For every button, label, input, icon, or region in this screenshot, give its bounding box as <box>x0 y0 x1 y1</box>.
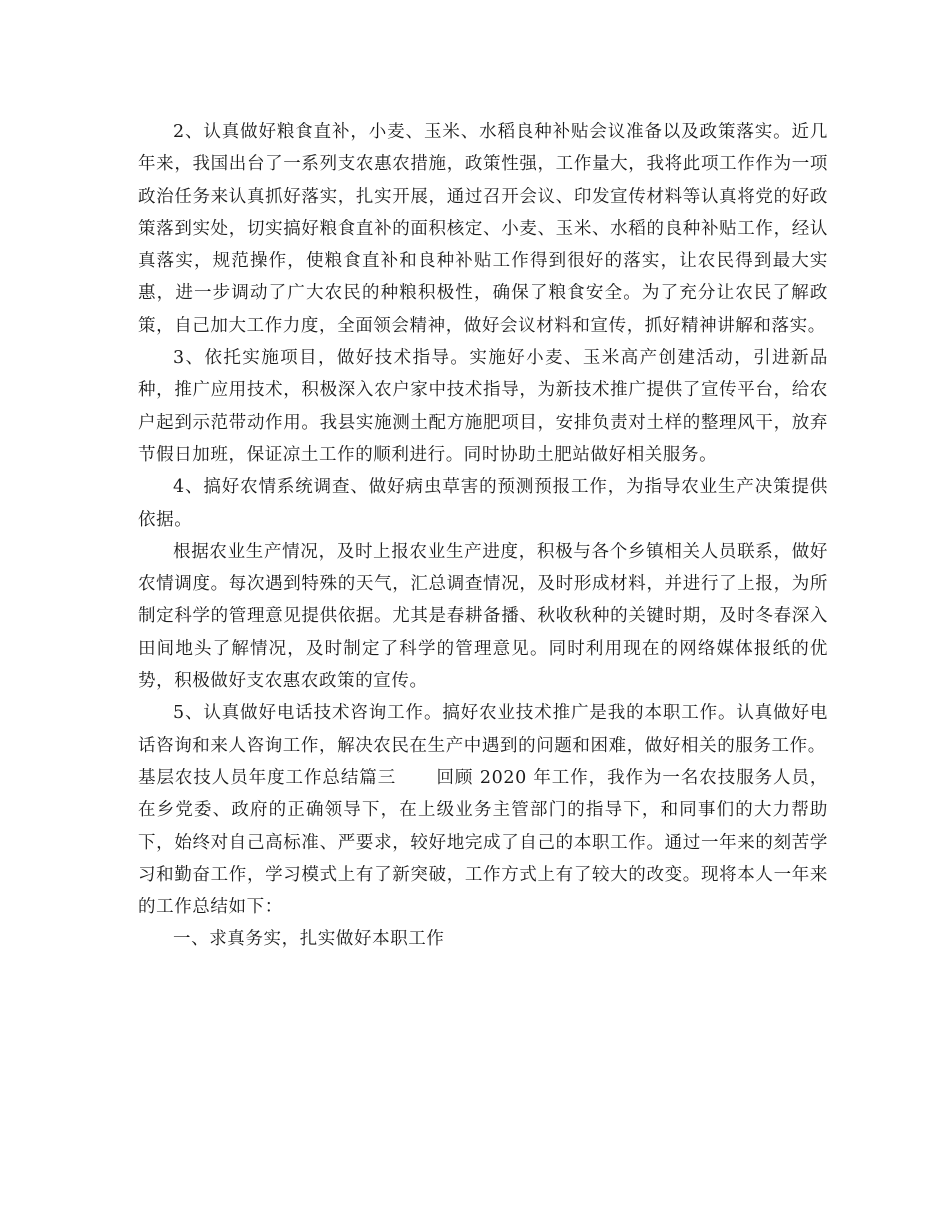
paragraph-item-2: 2、认真做好粮食直补，小麦、玉米、水稻良种补贴会议准备以及政策落实。近几年来，我国出台了一系列支农惠农措施，政策性强，工作量大，我将此项工作作为一项政治任务来认真抓好落实，扎实开展，通过召开会议、印发宣传材料等认真将党的好政策落到实处，切实搞好粮食直补的面积核定、小麦、玉米、水稻的良种补贴工作，经认真落实，规范操作，使粮食直补和良种补贴工作得到很好的落实，让农民得到最大实惠，进一步调动了广大农民的种粮积极性，确保了粮食安全。为了充分让农民了解政策，自己加大工作力度，全面领会精神，做好会议材料和宣传，抓好精神讲解和落实。 <box>138 122 828 336</box>
paragraph-farm-conditions: 根据农业生产情况，及时上报农业生产进度，积极与各个乡镇相关人员联系，做好农情调度。每次遇到特殊的天气，汇总调查情况，及时形成材料，并进行了上报，为所制定科学的管理意见提供依据。尤其是春耕备播、秋收秋种的关键时期，及时冬春深入田间地头了解情况，及时制定了科学的管理意见。同时利用现在的网络媒体报纸的优势，积极做好支农惠农政策的宣传。 <box>138 541 828 692</box>
subheading-one: 一、求真务实，扎实做好本职工作 <box>173 929 445 950</box>
paragraph-item-4: 4、搞好农情系统调查、做好病虫草害的预测预报工作，为指导农业生产决策提供依据。 <box>138 477 828 530</box>
paragraph-item-3: 3、依托实施项目，做好技术指导。实施好小麦、玉米高产创建活动，引进新品种，推广应用技术，积极深入农户家中技术指导，为新技术推广提供了宣传平台，给农户起到示范带动作用。我县实施测土配方施肥项目，安排负责对土样的整理风干，放弃节假日加班，保证凉土工作的顺利进行。同时协助土肥站做好相关服务。 <box>138 348 828 465</box>
section-paragraph <box>138 762 828 923</box>
section-body: 回顾 2020 年工作，我作为一名农技服务人员，在乡党委、政府的正确领导下，在上级业务主管部门的指导下，和同事们的大力帮助下，始终对自己高标准、严要求，较好地完成了自己的本职工作。通过一年来的刻苦学习和勤奋工作，学习模式上有了新突破，工作方式上有了较大的改变。现将本人一年来的工作总结如下： <box>138 767 828 918</box>
paragraph-item-5: 5、认真做好电话技术咨询工作。搞好农业技术推广是我的本职工作。认真做好电话咨询和来人咨询工作，解决农民在生产中遇到的问题和困难，做好相关的服务工作。 <box>138 703 828 756</box>
document-body <box>138 116 828 956</box>
section-title: 基层农技人员年度工作总结篇三 <box>138 767 397 788</box>
